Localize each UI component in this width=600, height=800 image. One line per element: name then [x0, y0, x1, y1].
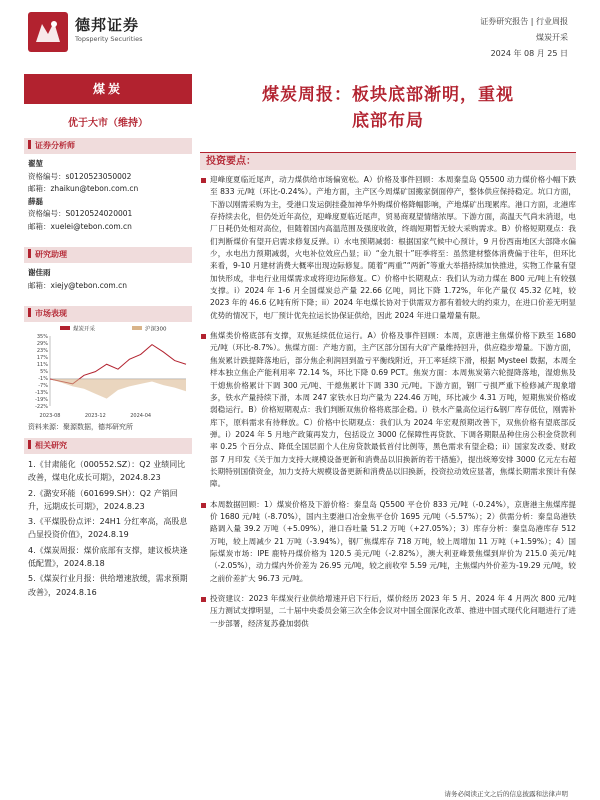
y-tick-label: 35% — [36, 334, 48, 340]
y-tick-label: -22% — [35, 404, 48, 410]
x-tick-label: 2023-08 — [39, 413, 61, 419]
legend-swatch — [60, 326, 70, 330]
market-chart — [24, 324, 192, 420]
y-tick-label: -13% — [35, 390, 48, 396]
assistant-info — [24, 263, 192, 292]
report-type: 证券研究报告 | 行业周报 — [480, 17, 568, 26]
related-section-title: 相关研究 — [24, 438, 192, 454]
y-tick-label: 29% — [36, 341, 48, 347]
analysts-section-title: 证券分析师 — [24, 138, 192, 154]
related-report-link[interactable]: 5.《煤炭行业月报：供给增速放缓，需求预期改善》，2024.8.16 — [28, 574, 188, 597]
x-tick-label: 2024-04 — [130, 413, 152, 419]
legend-label: 沪深300 — [145, 326, 167, 333]
brand-name-en: Topsperity Securities — [75, 35, 143, 43]
assistant-section-title: 研究助理 — [24, 247, 192, 263]
analyst-email[interactable]: 邮箱：xuelei@tebon.com.cn — [28, 221, 132, 231]
market-chart-svg — [24, 324, 192, 420]
key-point-investment: 投资建议：2023 年煤炭行业供给增速开启下行后，煤价经历 2023 年 5 月、2024 年 4 月两次 800 元/吨压力测试支撑明显，二十届中央委员会第三次全体会议对中国全面深化改革、推进中国式现代化问题进行了进一步部署，经济复苏叠加弱供 — [200, 593, 576, 630]
report-header — [0, 0, 600, 70]
assistant-name: 谢佳雨 — [28, 268, 51, 277]
report-date: 2024 年 08 月 25 日 — [490, 49, 568, 58]
analyst-name: 薛磊 — [28, 196, 43, 206]
analyst-name: 翟堃 — [28, 159, 43, 168]
market-section-title: 市场表现 — [24, 306, 192, 322]
brand-name-cn: 德邦证券 — [75, 16, 140, 34]
series-area-csi300 — [50, 379, 186, 399]
related-report-link[interactable]: 2.《潞安环能（601699.SH）：Q2 产销回升，远期成长可期》，2024.8.23 — [28, 488, 178, 511]
x-tick-label: 2023-12 — [84, 413, 106, 419]
report-sector: 煤炭开采 — [536, 33, 568, 42]
footer-disclaimer: 请务必阅读正文之后的信息披露和法律声明 — [444, 790, 568, 798]
legend-label: 煤炭开采 — [73, 326, 96, 333]
y-tick-label: 11% — [36, 362, 48, 368]
assistant-email[interactable]: 邮箱：xiejy@tebon.com.cn — [28, 280, 127, 290]
rating-label: 优于大市（维持） — [68, 118, 148, 129]
main-content — [200, 74, 576, 630]
brand-logo-icon — [28, 12, 68, 52]
industry-label: 煤炭 — [24, 74, 192, 104]
key-points-title: 投资要点： — [200, 152, 576, 170]
related-report-link[interactable]: 3.《平煤股份点评：24H1 分红率高，高股息凸显投资价值》，2024.8.19 — [28, 517, 188, 540]
y-tick-label: -1% — [38, 376, 48, 382]
chart-source: 资料来源：聚源数据，德邦研究所 — [28, 423, 133, 431]
y-tick-label: 17% — [36, 355, 48, 361]
left-sidebar — [24, 74, 192, 601]
related-report-link[interactable]: 1.《甘肃能化（000552.SZ）：Q2 业绩同比改善，煤电化成长可期》，2024.8.23 — [28, 460, 186, 483]
y-tick-label: -19% — [35, 397, 48, 403]
series-line-coal — [50, 345, 186, 384]
legend-swatch — [132, 326, 142, 330]
analyst-email[interactable]: 邮箱：zhaikun@tebon.com.cn — [28, 184, 139, 193]
analyst-cert: 资格编号：S0120524020001 — [28, 209, 133, 218]
key-point-weekly-data: 本周数据回顾：1）煤炭价格及下游价格：秦皇岛 Q5500 平仓价 833 元/吨（-0.24%），京唐港主焦煤库提价 1680 元/吨（-8.70%），国内主要港口冶金焦平仓价 1695 元/吨（-5.57%）；2）供需分析：秦皇岛港铁路调入量 39.2 万吨（+5.09%），港口吞吐量 51.2 万吨（+27.05%）；3）库存分析：秦皇岛港库存 512 万吨，较上周减少 21 万吨（-3.94%），钢厂焦煤库存 718 万吨，较上周增加 11 万吨（+1.59%）；4）国际煤炭市场：IPE 鹿特丹煤价格为 120.5 美元/吨（-2.82%），澳大利亚峰景焦煤到岸价为 215.0 美元/吨（-2.05%），动力煤内外价差为 26.95 元/吨，较之前收窄 5.59 元/吨，主焦煤内外价差为-19.29 元/吨，较之前价差扩大 96.73 元/吨。 — [200, 499, 576, 585]
related-reports-list — [24, 454, 192, 599]
report-title-line2: 底部布局 — [352, 111, 424, 131]
analyst-cert: 资格编号：s0120523050002 — [28, 171, 132, 181]
report-title-line1: 煤炭周报：板块底部渐明，重视 — [262, 85, 514, 105]
report-title — [200, 74, 576, 144]
y-tick-label: -7% — [38, 383, 48, 389]
y-tick-label: 23% — [36, 348, 48, 354]
key-point-coking-coal: 焦煤类价格底部有支撑，双焦延续低位运行。A）价格及事件回顾：本周，京唐港主焦煤价格下跌至 1680 元/吨（环比-8.7%）。焦煤方面：产地方面，主产区部分国有大矿产量维持回升，供应稳步增量。下游方面，焦炭累计跌提降落地后，部分焦企利润回到盈亏平衡线附近，开工率延续下滑，根据 Mysteel 数据，本周全样本独立焦企产能利用率 72.14 %，环比下降 0.69 PCT。焦炭方面：本周焦炭第六轮提降落地，湿熄焦及干熄焦价格累计下调 300 元/吨、干熄焦累计下调 330 元/吨。下游方面，钢厂亏损严重下检修减产现象增多，铁水产量持续下滑，本周 247 家铁水日均产量为 224.46 万吨，环比减少 4.31 万吨，短期焦炭价格或弱稳运行。B）价格短期观点：我们判断双焦价格将底部企稳。i）铁水产量高位运行&钢厂库存低位，刚需补库下，原料需求有待释放。C）价格中长期观点：我们认为 2024 年宏观预期改善下，双焦价格有望底部反弹。i）2024 年 5 月地产政策再发力，包括设立 3000 亿保障性再贷款、下调各期限品种住房公积金贷款利率 0.25 个百分点、降低全国层面个人住房贷款最低首付比例等，黑色需求有望企稳；ii）国家发改委、财政部 7 月印发《关于加力支持大规模设备更新和消费品以旧换新的若干措施》，提出统筹安排 3000 亿元左右超长期特别国债资金，加力支持大规模设备更新和消费品以旧换新，投资拉动效应显著，焦煤长期需求预计有保障。 — [200, 330, 576, 490]
related-report-link[interactable]: 4.《煤炭周报：煤价底部有支撑，建议板块逢低配置》，2024.8.18 — [28, 545, 188, 569]
key-point-coal-power: 迎峰度夏临近尾声，动力煤供给市场偏宽松。A）价格及事件回顾：本周秦皇岛 Q5500 动力煤价格小幅下跌至 833 元/吨（环比-0.24%）。产地方面，主产区今周煤矿国搬家倒面停产，整体供应保持稳定。坑口方面，下游以刚需采购为主，受港口发运倒挂叠加神华外购煤价格降幅影响，产地煤矿出现累库。港口方面，北港库存持续去化，但仍处近年高位，迎峰度夏临近尾声，贸易商观望情绪浓厚。下游方面，高温天气尚未消退，电厂日耗仍处相对高位，但随着国内高温范围及强度收敛，终端短期暂无较大采购需求。B）价格短期观点：我们判断煤价有望开启需求修复反弹。i）水电预期减弱：根据国家气候中心预计，9 月份西南地区大部降水偏少，水电出力预期减弱，火电补位效应凸显；ii）“金九银十”旺季将至：虽然建材整体消费偏于往年，但环比来看，9-10 月建材消费大概率出现边际修复。随着“两重”“两新”等重大举措持续加快推进，实物工作量有望加快形成，非电行业用煤需求或将迎边际修复。C）价格中长期观点：我们认为动力煤在 800 元/吨上有较强支撑。i）2024 年 1-6 月全国煤炭总产量 22.66 亿吨，同比下降 1.72%，年化产量仅 45.32 亿吨，较 2023 年的 46.6 亿吨有所下降；ii）2024 年电煤长协对于供需双方都有着较大的约束力，在进口价差无明显优势的情况下，电厂预计优先拉运长协保证供给，因此 2024 年进口量增量有限。 — [200, 174, 576, 322]
y-tick-label: 5% — [40, 369, 48, 375]
analysts-list — [24, 154, 192, 233]
report-meta — [480, 14, 568, 62]
